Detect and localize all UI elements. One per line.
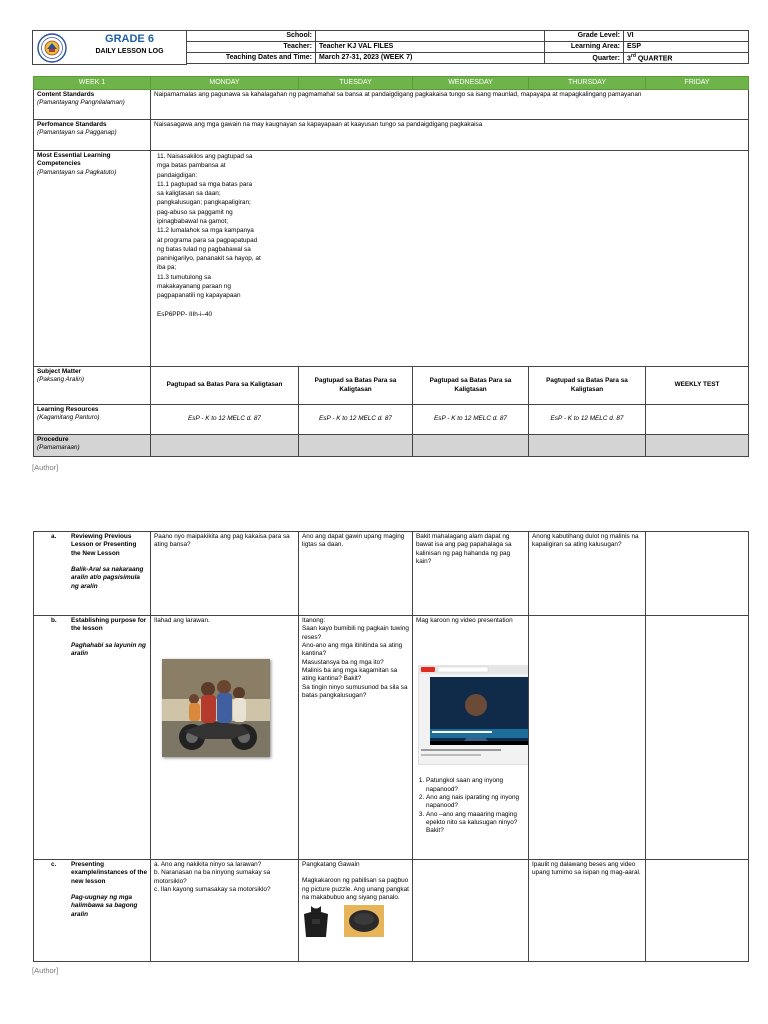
header-grade-table (544, 30, 749, 64)
subject-matter-label: Subject Matter (37, 368, 82, 375)
row-a-label: Reviewing Previous Lesson or Presenting the New Lesson (71, 533, 137, 557)
subject-friday: WEEKLY TEST (646, 367, 749, 405)
teacher-label: Teacher: (187, 42, 316, 53)
quarter-label: Quarter: (545, 53, 624, 64)
row-a-friday (646, 532, 749, 616)
row-c-tuesday: Magkakaroon ng pabilisan sa pagbuo ng picture puzzle. Ang unang pangkat na makabubuo ang siyang panalo. (302, 877, 409, 901)
day-monday: MONDAY (151, 77, 299, 90)
resources-friday (646, 405, 749, 435)
resources-tuesday: EsP - K to 12 MELC d. 87 (299, 405, 413, 435)
header-info-table (186, 30, 545, 64)
melc-code: EsP6PPP- IIIh-i–40 (157, 310, 213, 318)
subject-monday: Pagtupad sa Batas Para sa Kaligtasan (151, 367, 299, 405)
row-c-letter: c. (51, 861, 57, 868)
video-player-screenshot (418, 665, 529, 765)
row-c-wednesday (413, 860, 529, 962)
school-label: School: (187, 31, 316, 42)
day-thursday: THURSDAY (529, 77, 646, 90)
grade-level-value: VI (624, 31, 749, 42)
quarter-value: 3rd QUARTER (624, 53, 749, 64)
author-footer-1: [Author] (32, 463, 59, 472)
performance-standards-sublabel: (Pamantayan sa Pagganap) (37, 129, 117, 137)
content-standards-row (34, 90, 749, 120)
learning-area-label: Learning Area: (545, 42, 624, 53)
content-standards-value: Naipamamalas ang pagunawa sa kahalagahan ng pagmamahal sa bansa at pandaigdigang pagkakaisa tungo sa isang maunlad, mapayapa at mapagkalingang pamayanan (151, 90, 749, 120)
melc-sublabel: (Pamantayan sa Pagkatuto) (37, 168, 117, 176)
resources-wednesday: EsP - K to 12 MELC d. 87 (413, 405, 529, 435)
melc-label: Most Essential Learning Competencies (37, 152, 111, 168)
procedure-sublabel: (Pamamaraan) (37, 444, 80, 452)
content-standards-label: Content Standards (37, 91, 95, 98)
row-b-wednesday: Mag karoon ng video presentation (416, 617, 513, 624)
row-b-letter: b. (51, 617, 57, 624)
school-value (316, 31, 545, 42)
row-a-sublabel: Balik-Aral sa nakaraang aralin at/o pagsisimula ng aralin (71, 565, 144, 590)
procedure-row (34, 435, 749, 457)
week-label: WEEK 1 (34, 77, 151, 90)
author-footer-2: [Author] (32, 966, 59, 975)
row-b-tuesday: Itanong: Saan kayo bumibili ng pagkain tuwing reses? Ano-ano ang mga itinitinda sa ating kantina? Masustansya ba ng mga ito? Malinis ba ang mga kagamitan sa ating kantina? Bakit? Sa tingin ninyo sumusunod ba sila sa batas pangkalusugan? (299, 616, 413, 860)
learning-resources-sublabel: (Kagamitang Panturo) (37, 414, 100, 422)
melc-row (34, 151, 749, 367)
performance-standards-row (34, 120, 749, 151)
resources-monday: EsP - K to 12 MELC d. 87 (151, 405, 299, 435)
melc-value: 11. Naisasakilos ang pagtupad sa mga batas pambansa at pandaigdigan: 11.1 pagtupad sa mga batas para sa kaligtasan sa daan; pangkalusugan; pangkapaligiran; pag-abuso sa paggamit ng ipinagbabawal na gamot; 11.2 lumalahok sa mga kampanya at programa para sa pagpapatupad ng batas tulad ng pagbabawal sa paninigarilyo, pananakit sa hayop, at iba pa; 11.3 tumutulong sa makakayanang paraan ng pagpapanatili ng kapayapaan (157, 153, 261, 300)
row-c-thursday: Ipaulit ng dalawang beses ang video upang tumimo sa isipan ng mag-aaral. (529, 860, 646, 962)
question-item: 1. Patungkol saan ang inyong napanood? (426, 777, 525, 794)
week-header-row (34, 77, 749, 90)
day-wednesday: WEDNESDAY (413, 77, 529, 90)
row-b-sublabel: Paghahabi sa layunin ng aralin (71, 641, 146, 657)
header-logo-block (32, 30, 187, 65)
subject-matter-row (34, 367, 749, 405)
learning-area-value: ESP (624, 42, 749, 53)
row-a-monday: Paano nyo maipakikita ang pag kakaisa para sa ating bansa? (151, 532, 299, 616)
day-friday: FRIDAY (646, 77, 749, 90)
row-b-label: Establishing purpose for the lesson (71, 617, 147, 633)
row-c-sublabel: Pag-uugnay ng mga halimbawa sa bagong aralin (71, 893, 138, 918)
row-b-friday (646, 616, 749, 860)
row-c-friday (646, 860, 749, 962)
deped-seal-icon (37, 33, 67, 63)
learning-resources-label: Learning Resources (37, 406, 99, 413)
subject-wednesday: Pagtupad sa Batas Para sa Kaligtasan (413, 367, 529, 405)
subject-tuesday: Pagtupad sa Batas Para sa Kaligtasan (299, 367, 413, 405)
learning-resources-row (34, 405, 749, 435)
performance-standards-value: Naisasagawa ang mga gawain na may kaugnayan sa kapayapaan at kaayusan tungo sa pandaigdigang pagkakaisa (151, 120, 749, 151)
hairnet-image (344, 905, 384, 937)
question-item: 3. Ano –ano ang maaaring maging epekto nito sa kalusugan ninyo? Bakit? (426, 811, 525, 836)
grade-title: GRADE 6 (105, 33, 154, 45)
row-a-thursday: Anong kabutihang dulot ng malinis na kapaligiran sa ating kalusugan? (529, 532, 646, 616)
day-tuesday: TUESDAY (299, 77, 413, 90)
row-b-thursday (529, 616, 646, 860)
row-a (34, 532, 749, 616)
row-c (34, 860, 749, 962)
apron-image (302, 905, 330, 937)
procedure-table (33, 531, 749, 962)
dates-value: March 27-31, 2023 (WEEK 7) (316, 53, 545, 64)
dates-label: Teaching Dates and Time: (187, 53, 316, 64)
lesson-log-table (33, 76, 749, 457)
row-c-tuesday-title: Pangkatang Gawain (302, 861, 360, 868)
performance-standards-label: Perfomance Standards (37, 121, 107, 128)
motorcycle-family-photo (162, 659, 270, 757)
row-b-monday: Ilahad ang larawan. (154, 617, 210, 624)
row-a-tuesday: Ano ang dapat gawin upang maging ligtas sa daan. (299, 532, 413, 616)
teacher-value: Teacher KJ VAL FILES (316, 42, 545, 53)
row-b-wednesday-questions (416, 777, 525, 835)
content-standards-sublabel: (Pamantayang Pangnilalaman) (37, 99, 125, 107)
subject-matter-sublabel: (Paksang Aralin) (37, 376, 85, 384)
row-c-label: Presenting example/instances of the new lesson (71, 861, 148, 885)
row-a-letter: a. (51, 533, 57, 540)
row-b (34, 616, 749, 860)
question-item: 2. Ano ang nais iparating ng inyong napanood? (426, 794, 525, 811)
grade-level-label: Grade Level: (545, 31, 624, 42)
resources-thursday: EsP - K to 12 MELC d. 87 (529, 405, 646, 435)
procedure-label: Procedure (37, 436, 69, 443)
subject-thursday: Pagtupad sa Batas Para sa Kaligtasan (529, 367, 646, 405)
row-a-wednesday: Bakit mahalagang alam dapat ng bawat isa ang pag papahalaga sa kalinisan ng pag hahanda ng pag kain? (413, 532, 529, 616)
row-c-monday: a. Ano ang nakikita ninyo sa larawan? b. Naranasan na ba ninyong sumakay sa motorsiklo? c. Ilan kayong sumasakay sa motorsiklo? (151, 860, 299, 962)
doc-title: DAILY LESSON LOG (95, 48, 164, 55)
